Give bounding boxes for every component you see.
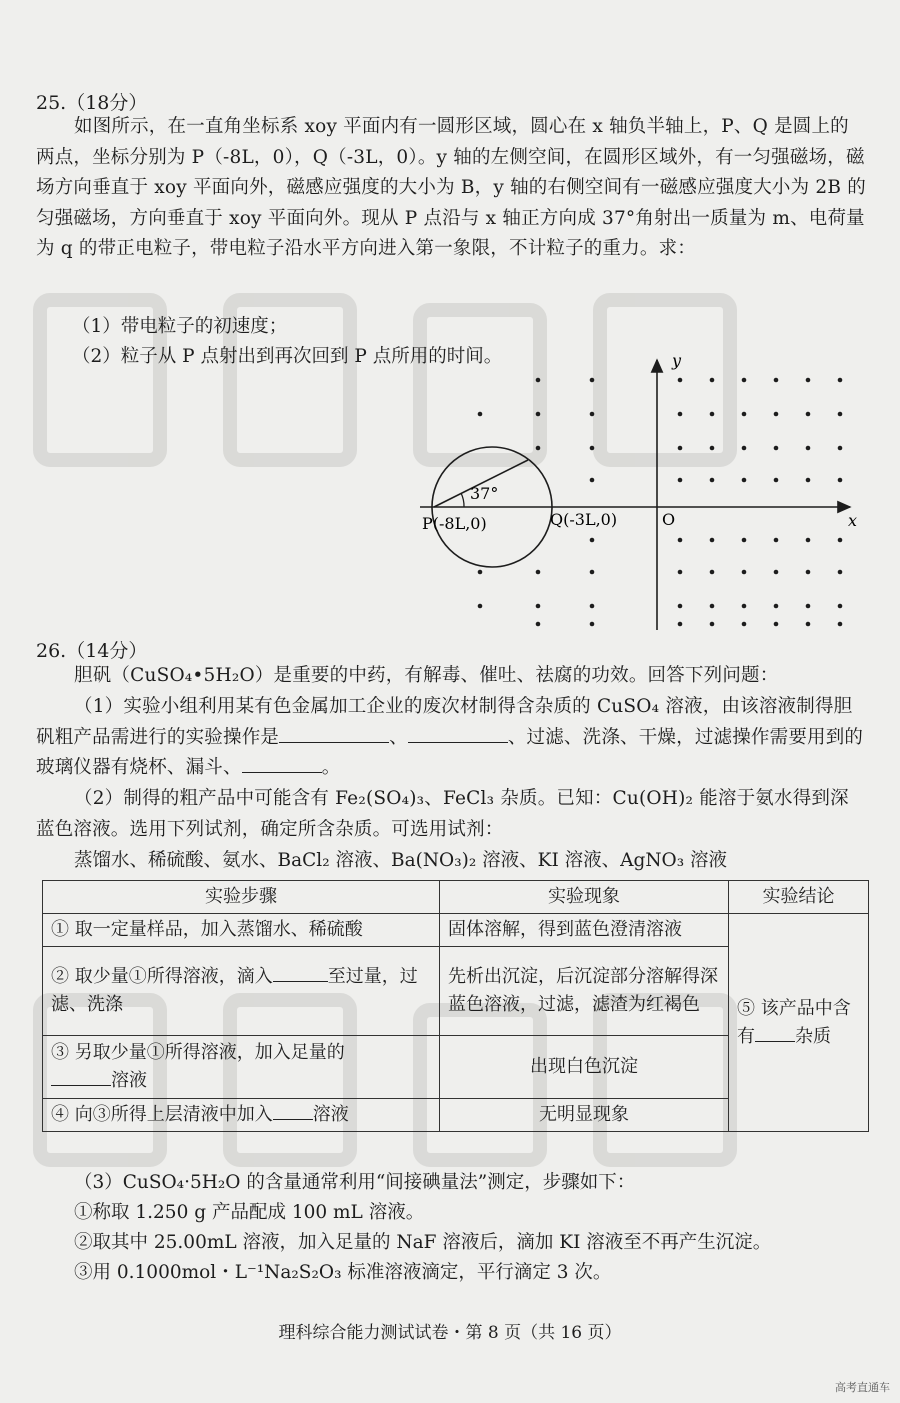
step-2-b: 至过量，过滤、洗涤: [51, 966, 418, 1015]
q26-part1: [36, 692, 866, 784]
field-dot: [742, 478, 747, 483]
field-dot: [710, 538, 715, 543]
field-dot: [742, 570, 747, 575]
field-dot: [536, 570, 541, 575]
field-dot: [678, 538, 683, 543]
observation-4: 无明显现象: [440, 1099, 729, 1132]
field-dot: [710, 622, 715, 627]
field-dot: [678, 478, 683, 483]
field-dot: [806, 604, 811, 609]
field-dot: [478, 412, 483, 417]
step-3-a: ③ 另取少量①所得溶液，加入足量的: [51, 1042, 345, 1063]
field-dot: [742, 378, 747, 383]
field-dot: [590, 538, 595, 543]
field-dot: [742, 538, 747, 543]
field-dot: [590, 478, 595, 483]
field-dot: [838, 478, 843, 483]
observation-2: 先析出沉淀，后沉淀部分溶解得深蓝色溶液，过滤，滤渣为红褐色: [440, 947, 729, 1036]
field-dot: [710, 570, 715, 575]
q26-part1-sep: 、: [389, 726, 408, 748]
field-dot: [806, 622, 811, 627]
field-dot: [590, 412, 595, 417]
field-dot: [806, 538, 811, 543]
answer-blank-conclusion[interactable]: [755, 1023, 795, 1042]
q25-number: 25.（18分）: [36, 92, 148, 114]
answer-blank-2[interactable]: [408, 724, 508, 743]
field-dot: [838, 412, 843, 417]
field-dot: [536, 412, 541, 417]
answer-blank-3[interactable]: [242, 754, 322, 773]
field-dot: [774, 604, 779, 609]
q26-part1-b: 、过滤、洗涤、干燥，过滤操作需要用到的玻璃仪器有烧杯、漏斗、: [36, 726, 864, 778]
field-dot: [710, 446, 715, 451]
field-dot: [678, 412, 683, 417]
field-dot: [742, 446, 747, 451]
step-3: [43, 1036, 440, 1099]
field-dot: [774, 378, 779, 383]
field-dot: [806, 446, 811, 451]
step-2: [43, 947, 440, 1036]
field-dot: [838, 538, 843, 543]
field-dot: [806, 378, 811, 383]
field-dot: [478, 604, 483, 609]
table-header-row: [43, 881, 869, 914]
field-dot: [710, 604, 715, 609]
field-dot: [838, 446, 843, 451]
field-dot: [536, 446, 541, 451]
q25-sub1: （1）带电粒子的初速度；: [72, 316, 288, 337]
header-steps: 实验步骤: [43, 881, 440, 914]
field-dot: [742, 622, 747, 627]
reagent-list: 蒸馏水、稀硫酸、氨水、BaCl₂ 溶液、Ba(NO₃)₂ 溶液、KI 溶液、AgNO₃ 溶液: [74, 850, 727, 871]
q26-part1-end: 。: [321, 757, 341, 778]
step-4-b: 溶液: [312, 1104, 349, 1125]
field-dot: [838, 604, 843, 609]
field-dot: [774, 478, 779, 483]
q26-step-c: ③用 0.1000mol・L⁻¹Na₂S₂O₃ 标准溶液滴定，平行滴定 3 次。: [74, 1262, 612, 1283]
answer-blank-1[interactable]: [279, 724, 389, 743]
q26-part2: （2）制得的粗产品中可能含有 Fe₂(SO₄)₃、FeCl₃ 杂质。已知：Cu(OH)₂ 能溶于氨水得到深蓝色溶液。选用下列试剂，确定所含杂质。可选用试剂：: [36, 788, 849, 840]
field-dot: [678, 570, 683, 575]
header-conclusion: 实验结论: [729, 881, 869, 914]
q-label: Q(-3L,0): [550, 510, 618, 529]
field-dot: [838, 378, 843, 383]
y-label: y: [672, 351, 682, 370]
q26-number: 26.（14分）: [36, 640, 148, 662]
q26-step-b: ②取其中 25.00mL 溶液，加入足量的 NaF 溶液后，滴加 KI 溶液至不再产生沉淀。: [74, 1232, 772, 1253]
field-dot: [838, 622, 843, 627]
step-2-a: ② 取少量①所得溶液，滴入: [51, 966, 273, 987]
field-dot: [710, 478, 715, 483]
experiment-table: [42, 880, 869, 1132]
field-dot: [536, 604, 541, 609]
field-dot: [478, 570, 483, 575]
q25-sub2: （2）粒子从 P 点射出到再次回到 P 点所用的时间。: [72, 346, 503, 367]
conclusion-cell: [729, 914, 869, 1132]
table-row: [43, 914, 869, 947]
field-dot: [774, 622, 779, 627]
origin-label: O: [662, 510, 676, 529]
field-dot: [678, 604, 683, 609]
field-dot: [774, 538, 779, 543]
answer-blank-step3[interactable]: [51, 1067, 111, 1086]
conclusion-b: 杂质: [795, 1025, 831, 1047]
q26-intro: 胆矾（CuSO₄•5H₂O）是重要的中药，有解毒、催吐、祛腐的功效。回答下列问题：: [74, 665, 779, 686]
field-dot: [678, 622, 683, 627]
angle-arc: [461, 493, 464, 507]
q25-text: 如图所示，在一直角坐标系 xoy 平面内有一圆形区域，圆心在 x 轴负半轴上，P、Q 是圆上的两点，坐标分别为 P（-8L，0），Q（-3L，0）。y 轴的左侧空间，在圆形区域外，有一匀强磁场，磁场方向垂直于 xoy 平面向外，磁感应强度的大小为 B，y 轴的右侧空间有一磁感应强度大小为 2B 的匀强磁场，方向垂直于 xoy 平面向外。现从 P 点沿与 x 轴正方向成 37°角射出一质量为 m、电荷量为 q 的带正电粒子，带电粒子沿水平方向进入第一象限，不计粒子的重力。求：: [36, 116, 866, 259]
field-dot: [590, 604, 595, 609]
q26-step-a: ①称取 1.250 g 产品配成 100 mL 溶液。: [74, 1202, 425, 1223]
step-1: ① 取一定量样品，加入蒸馏水、稀硫酸: [43, 914, 440, 947]
field-dot: [774, 412, 779, 417]
observation-3: 出现白色沉淀: [440, 1036, 729, 1099]
field-dots: [478, 378, 843, 627]
field-dot: [590, 378, 595, 383]
step-4-a: ④ 向③所得上层清液中加入: [51, 1104, 273, 1125]
field-dot: [806, 478, 811, 483]
observation-1: 固体溶解，得到蓝色澄清溶液: [440, 914, 729, 947]
field-dot: [590, 446, 595, 451]
q26-part1-a: （1）实验小组利用某有色金属加工企业的废次材制得含杂质的 CuSO₄ 溶液，由该溶液制得胆矾粗产品需进行的实验操作是: [36, 696, 853, 748]
field-dot: [838, 570, 843, 575]
field-dot: [742, 604, 747, 609]
field-dot: [742, 412, 747, 417]
x-label: x: [848, 511, 858, 530]
field-dot: [536, 622, 541, 627]
p-label: P(-8L,0): [422, 514, 487, 533]
step-4: [43, 1099, 440, 1132]
step-3-b: 溶液: [111, 1070, 147, 1091]
field-dot: [678, 446, 683, 451]
field-dot: [710, 412, 715, 417]
field-dot: [590, 622, 595, 627]
field-dot: [774, 446, 779, 451]
q26-part3: （3）CuSO₄·5H₂O 的含量通常利用“间接碘量法”测定，步骤如下：: [74, 1172, 636, 1193]
field-dot: [590, 570, 595, 575]
field-dot: [774, 570, 779, 575]
magnetic-field-figure: [420, 350, 870, 640]
field-dot: [536, 378, 541, 383]
page-footer: 理科综合能力测试试卷・第 8 页（共 16 页）: [278, 1323, 622, 1343]
answer-blank-step2[interactable]: [273, 963, 328, 982]
field-dot: [678, 378, 683, 383]
header-observations: 实验现象: [440, 881, 729, 914]
field-dot: [806, 412, 811, 417]
answer-blank-step4[interactable]: [273, 1101, 313, 1120]
angle-label: 37°: [470, 484, 499, 503]
field-dot: [710, 378, 715, 383]
conclusion-a: ⑤ 该产品中含有: [737, 997, 851, 1047]
watermark-text: 高考直通车: [835, 1381, 890, 1394]
field-dot: [806, 570, 811, 575]
